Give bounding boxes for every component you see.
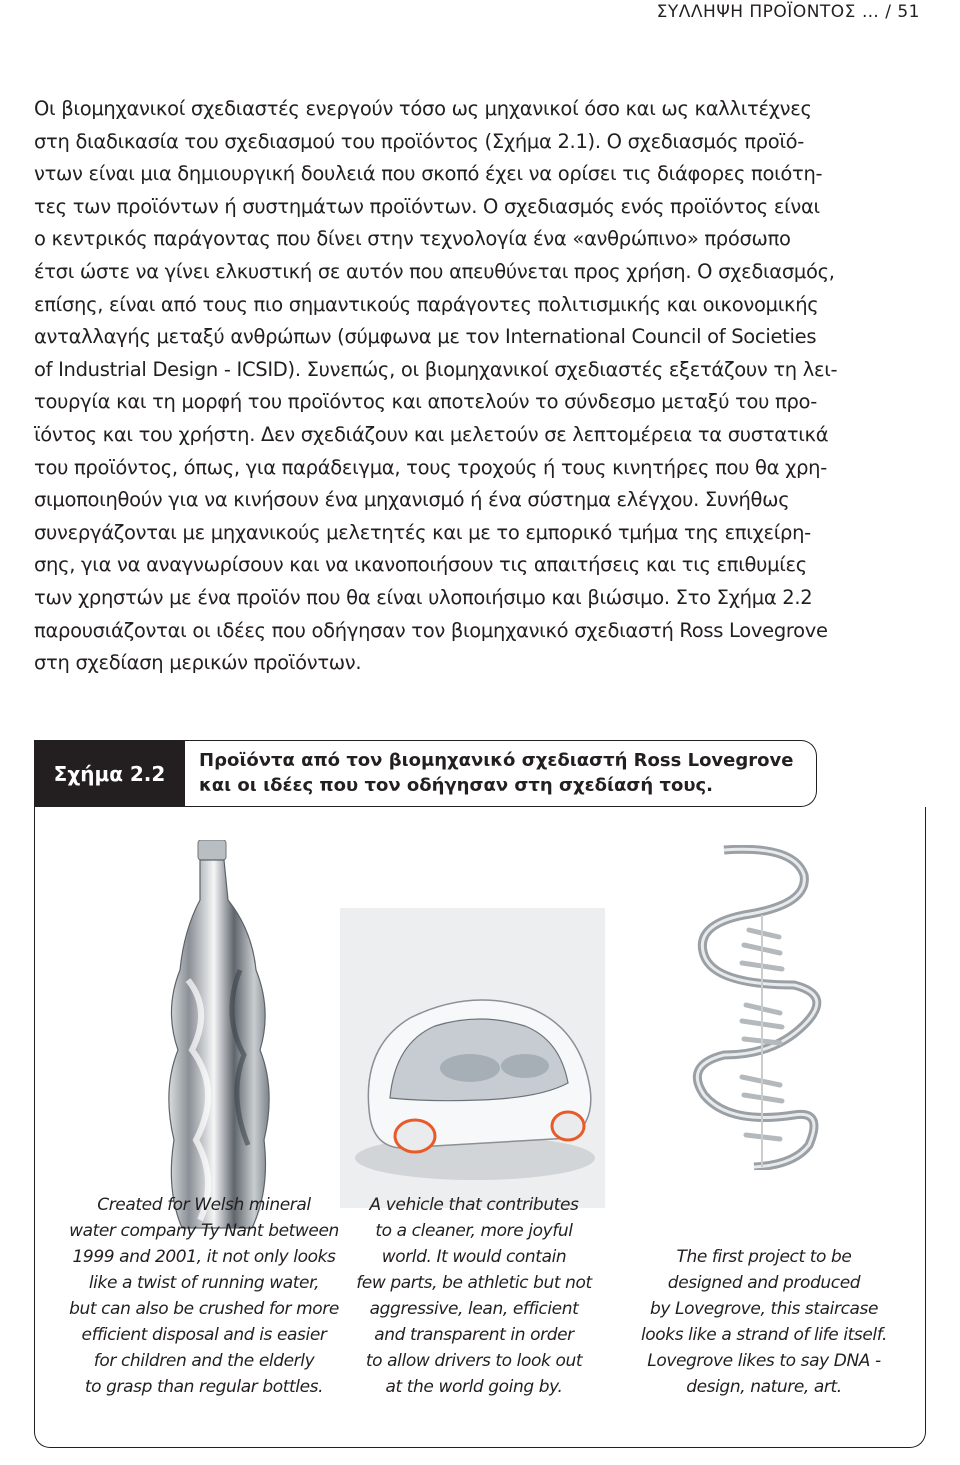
body-line: τες των προϊόντων ή συστημάτων προϊόντων. Ο σχεδιασμός ενός προϊόντος είναι: [34, 194, 820, 218]
caption-line: The first project to be: [676, 1247, 852, 1267]
caption-line: design, nature, art.: [686, 1377, 842, 1397]
body-line: του προϊόντος, όπως, για παράδειγμα, τους τροχούς ή τους κινητήρες που θα χρη-: [34, 455, 827, 479]
caption-line: by Lovegrove, this staircase: [649, 1299, 879, 1319]
caption-line: water company Ty Nant between: [69, 1221, 339, 1241]
figure: [34, 740, 926, 1448]
body-line: συνεργάζονται με μηχανικούς μελετητές και με το εμπορικό τμήμα της επιχείρη-: [34, 520, 811, 544]
caption-line: 1999 and 2001, it not only looks: [72, 1247, 336, 1267]
body-line: ντων είναι μια δημιουργική δουλειά που σκοπό έχει να ορίσει τις διάφορες ποιότη-: [34, 162, 823, 186]
body-line: των χρηστών με ένα προϊόν που θα είναι υλοποιήσιμο και βιώσιμο. Στο Σχήμα 2.2: [34, 585, 813, 609]
caption-line: looks like a strand of life itself.: [640, 1325, 888, 1345]
caption-line: world. It would contain: [381, 1247, 567, 1267]
caption-line: at the world going by.: [385, 1377, 563, 1397]
caption-line: aggressive, lean, efficient: [369, 1299, 579, 1319]
caption-line: like a twist of running water,: [88, 1273, 320, 1293]
body-line: επίσης, είναι από τους πιο σημαντικούς παράγοντες πολιτισμικής και οικονομικής: [34, 292, 819, 316]
caption-line: designed and produced: [667, 1273, 861, 1293]
caption-line: to a cleaner, more joyful: [375, 1221, 573, 1241]
body-line: σης, για να αναγνωρίσουν και να ικανοποιήσουν τις απαιτήσεις και τις επιθυμίες: [34, 553, 807, 577]
figure-title-line: Προϊόντα από τον βιομηχανικό σχεδιαστή Ross Lovegrove: [199, 750, 794, 771]
caption-line: Lovegrove likes to say DNA -: [647, 1351, 881, 1371]
body-line: ϊόντος και του χρήστη. Δεν σχεδιάζουν και μελετούν σε λεπτομέρεια τα συστατικά: [34, 422, 829, 446]
caption-line: efficient disposal and is easier: [81, 1325, 327, 1345]
body-line: τουργία και τη μορφή του προϊόντος και αποτελούν το σύνδεσμο μεταξύ του προ-: [34, 390, 817, 414]
caption-line: but can also be crushed for more: [69, 1299, 339, 1319]
body-line: ο κεντρικός παράγοντας που δίνει στην τεχνολογία ένα «ανθρώπινο» πρόσωπο: [34, 227, 791, 251]
body-line: έτσι ώστε να γίνει ελκυστική σε αυτόν που απευθύνεται προς χρήση. Ο σχεδιασμός,: [34, 259, 835, 283]
caption-line: Created for Welsh mineral: [97, 1195, 311, 1215]
caption-spiral-staircase: [624, 1244, 904, 1400]
caption-line: A vehicle that contributes: [369, 1195, 579, 1215]
caption-line: and transparent in order: [374, 1325, 574, 1345]
caption-water-bottle: [54, 1192, 354, 1400]
body-line: of Industrial Design - ICSID). Συνεπώς, οι βιομηχανικοί σχεδιαστές εξετάζουν τη λει-: [34, 357, 838, 381]
water-bottle-image: [152, 840, 282, 1235]
body-line: σιμοποιηθούν για να κινήσουν ένα μηχανισμό ή ένα σύστημα ελέγχου. Συνήθως: [34, 488, 790, 512]
concept-car-image: [340, 908, 605, 1208]
caption-line: few parts, be athletic but not: [356, 1273, 592, 1293]
caption-line: for children and the elderly: [93, 1351, 315, 1371]
figure-title: [185, 740, 817, 807]
body-line: Οι βιομηχανικοί σχεδιαστές ενεργούν τόσο ως μηχανικοί όσο και ως καλλιτέχνες: [34, 97, 812, 120]
figure-title-line: και οι ιδέες που τον οδήγησαν στη σχεδίασή τους.: [199, 775, 713, 796]
running-head: ΣΥΛΛΗΨΗ ΠΡΟΪΟΝΤΟΣ … / 51: [656, 2, 920, 22]
body-line: ανταλλαγής μεταξύ ανθρώπων (σύμφωνα με τον International Council of Societies: [34, 325, 817, 349]
spiral-staircase-image: [684, 845, 834, 1170]
body-line: παρουσιάζονται οι ιδέες που οδήγησαν τον βιομηχανικό σχεδιαστή Ross Lovegrove: [34, 618, 828, 642]
caption-line: to allow drivers to look out: [365, 1351, 583, 1371]
body-line: στη σχεδίαση μερικών προϊόντων.: [34, 651, 362, 675]
body-line: στη διαδικασία του σχεδιασμού του προϊόντος (Σχήμα 2.1). Ο σχεδιασμός προϊό-: [34, 129, 805, 153]
figure-label: Σχήμα 2.2: [34, 740, 185, 807]
caption-concept-car: [334, 1192, 614, 1400]
body-paragraph: [34, 93, 926, 680]
caption-line: to grasp than regular bottles.: [84, 1377, 324, 1397]
